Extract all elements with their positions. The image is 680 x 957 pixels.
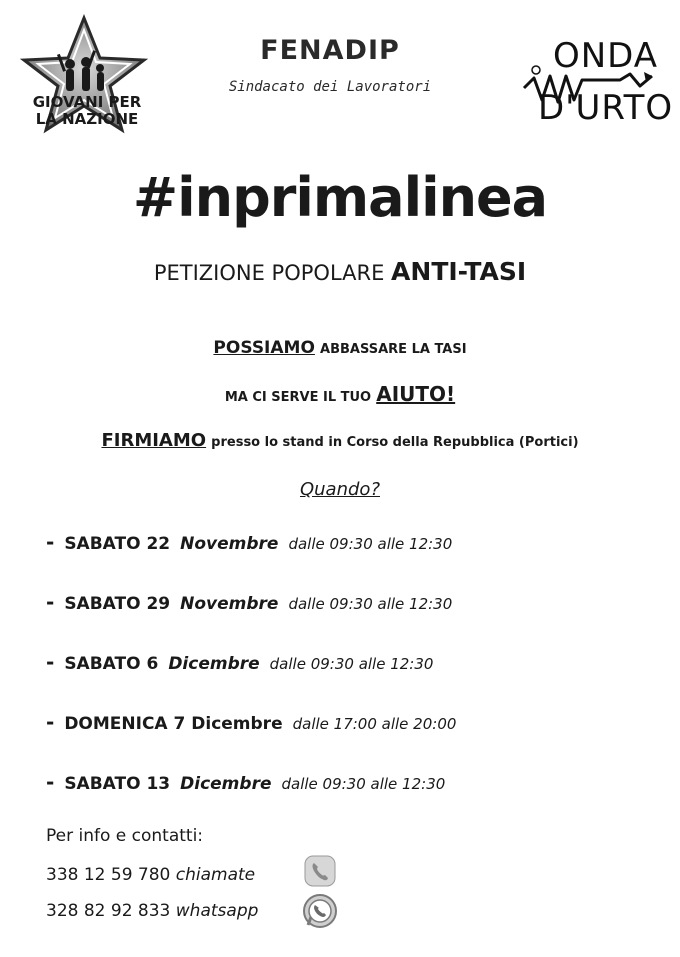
schedule-row	[46, 590, 452, 614]
aiuto-text: AIUTO!	[376, 382, 456, 406]
onda-durto-logo	[520, 30, 674, 140]
phone-icon	[303, 854, 337, 893]
schedule-month: Dicembre	[180, 774, 272, 794]
schedule-hours: dalle 17:00 alle 20:00	[292, 715, 457, 733]
bullet-dash: -	[46, 770, 55, 794]
schedule-row	[46, 530, 452, 554]
phone-whatsapp-number: 328 82 92 833	[46, 901, 171, 921]
schedule-month: Novembre	[180, 594, 279, 614]
schedule-day: SABATO 22	[64, 534, 171, 554]
schedule-day: SABATO 29	[64, 594, 171, 614]
bullet-dash: -	[46, 590, 55, 614]
location-text: presso lo stand in Corso della Repubblica (Portici)	[211, 435, 579, 450]
abbassare-text: ABBASSARE LA TASI	[320, 342, 467, 357]
slogan-line-3	[0, 430, 680, 451]
contacts-heading: Per info e contatti:	[46, 826, 204, 846]
fenadip-title: FENADIP	[260, 35, 400, 66]
petition-strong: ANTI-TASI	[391, 257, 527, 286]
bullet-dash: -	[46, 710, 55, 734]
schedule-day: SABATO 13	[64, 774, 171, 794]
phone-whatsapp-line	[46, 901, 258, 921]
phone-call-number: 338 12 59 780	[46, 865, 171, 885]
phone-call-line	[46, 865, 255, 885]
schedule-row	[46, 710, 456, 734]
petition-prefix: PETIZIONE POPOLARE	[153, 261, 385, 285]
phone-call-label: chiamate	[175, 865, 256, 885]
giovani-per-la-nazione-logo	[18, 14, 150, 138]
possiamo-text: POSSIAMO	[213, 338, 315, 358]
schedule-hours: dalle 09:30 alle 12:30	[281, 775, 446, 793]
ci-serve-text: MA CI SERVE IL TUO	[224, 390, 372, 405]
bullet-dash: -	[46, 530, 55, 554]
schedule-row	[46, 770, 445, 794]
firmiamo-text: FIRMIAMO	[101, 430, 207, 451]
schedule-row	[46, 650, 433, 674]
schedule-month: Dicembre	[168, 654, 260, 674]
schedule-hours: dalle 09:30 alle 12:30	[288, 595, 453, 613]
slogan-line-2	[0, 382, 680, 406]
hashtag-title: #inprimalinea	[132, 166, 548, 229]
schedule-hours: dalle 09:30 alle 12:30	[288, 535, 453, 553]
slogan-line-1	[0, 338, 680, 358]
left-logo-text: GIOVANI PER LA NAZIONE	[32, 93, 142, 128]
right-logo-text: ONDA D'URTO	[538, 36, 674, 128]
schedule-hours: dalle 09:30 alle 12:30	[269, 655, 434, 673]
fenadip-subtitle: Sindacato dei Lavoratori	[228, 79, 432, 95]
quando-heading: Quando?	[299, 479, 380, 500]
schedule-day: DOMENICA 7 Dicembre	[64, 714, 283, 734]
schedule-month: Novembre	[180, 534, 279, 554]
whatsapp-icon	[301, 892, 339, 935]
schedule-day: SABATO 6	[64, 654, 159, 674]
petition-heading	[0, 257, 680, 286]
bullet-dash: -	[46, 650, 55, 674]
phone-whatsapp-label: whatsapp	[175, 901, 259, 921]
